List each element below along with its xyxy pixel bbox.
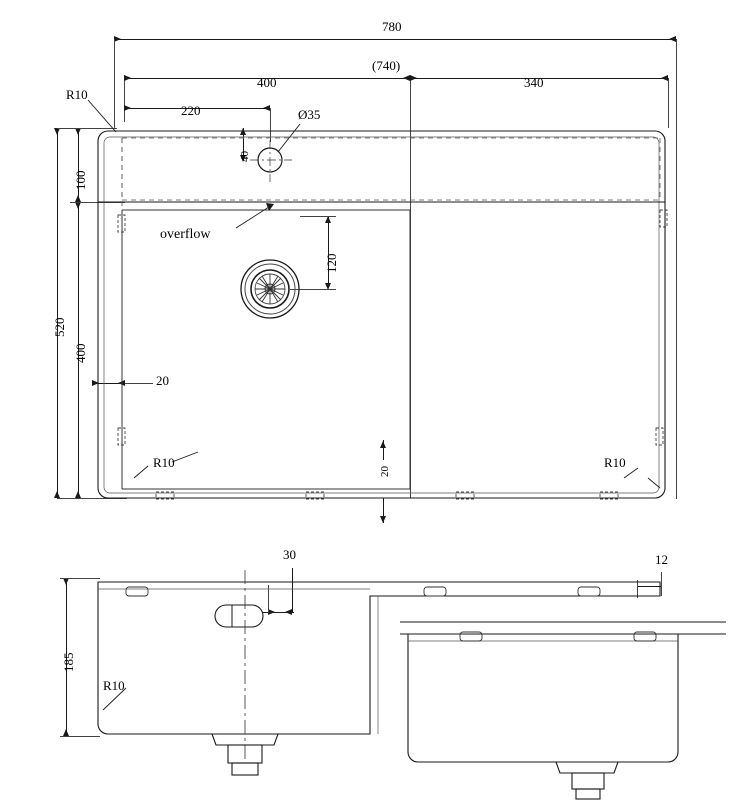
plan-drain-grate xyxy=(255,274,285,304)
leader-r10-topleft xyxy=(88,100,116,132)
plan-outer-outline xyxy=(98,131,665,498)
dim-label-220: 220 xyxy=(181,103,201,118)
plan-mounting-clips xyxy=(118,210,667,499)
label-r10-top-left: R10 xyxy=(66,87,88,102)
label-r10-bowl-right: R10 xyxy=(604,455,626,470)
dim-label-780: 780 xyxy=(382,19,402,34)
label-overflow: overflow xyxy=(160,227,211,242)
leader-r10-bowl-left2 xyxy=(134,466,148,478)
dim-label-40: 40 xyxy=(239,151,251,162)
plan-bowl-hidden-top xyxy=(122,138,660,487)
side-section-clips xyxy=(460,632,656,641)
label-dia35: Ø35 xyxy=(298,107,321,122)
plan-inner-rim xyxy=(104,137,659,493)
dim-label-20-left: 20 xyxy=(156,373,169,388)
label-r10-bowl-left: R10 xyxy=(153,455,175,470)
label-r10-section: R10 xyxy=(103,678,125,693)
side-section-drain-body xyxy=(572,773,604,789)
dim-label-185: 185 xyxy=(61,652,76,672)
side-section-drain-flange xyxy=(556,762,618,773)
dim-label-120: 120 xyxy=(324,253,339,273)
front-section-clips xyxy=(126,587,600,596)
dim-label-520: 520 xyxy=(52,317,67,337)
front-section-overflow xyxy=(215,605,263,627)
dim-label-400: 400 xyxy=(257,75,277,90)
front-section-outline xyxy=(98,582,660,734)
leader-r10-section xyxy=(103,688,126,710)
dim-label-340: 340 xyxy=(524,75,544,90)
leader-r10-bowl-right2 xyxy=(648,478,660,488)
leader-r10-bowl-left xyxy=(172,452,198,462)
side-section-outline xyxy=(408,634,678,762)
dim-label-740: (740) xyxy=(372,58,401,73)
dim-label-12: 12 xyxy=(655,552,668,567)
front-section-drain-outlet xyxy=(232,763,258,775)
dim-label-20-bottom: 20 xyxy=(379,466,391,477)
dim-label-400-vert: 400 xyxy=(73,343,88,363)
plan-bowl-sides xyxy=(122,210,410,489)
side-section-drain-outlet xyxy=(576,789,600,799)
dim-label-30: 30 xyxy=(283,547,296,562)
leader-overflow xyxy=(236,205,272,228)
dim-label-100: 100 xyxy=(73,170,88,190)
leader-r10-bowl-right xyxy=(624,468,638,478)
